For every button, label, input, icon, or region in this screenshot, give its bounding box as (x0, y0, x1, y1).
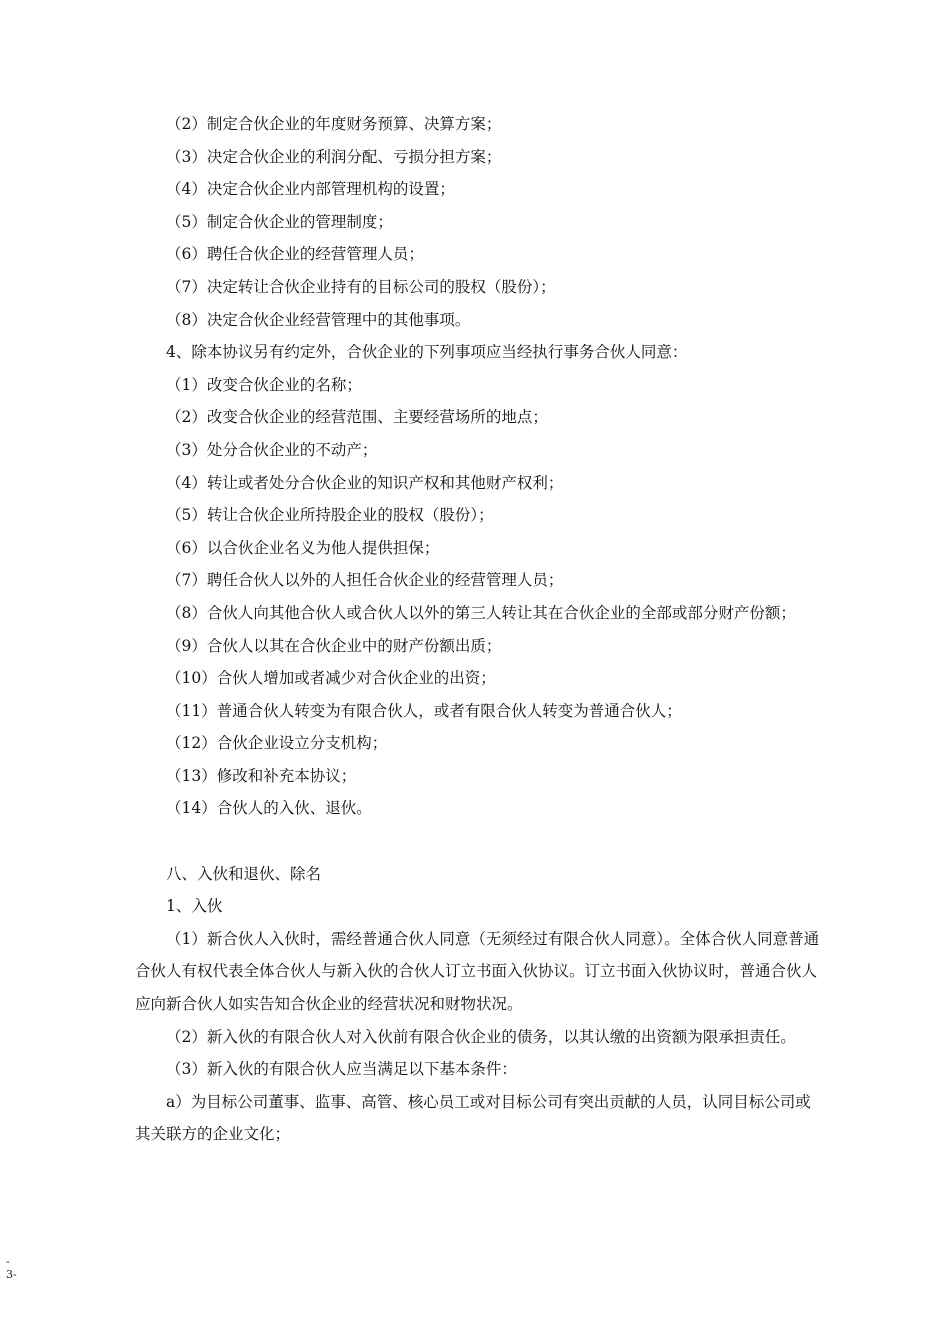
subsection-heading: 1、入伙 (166, 897, 223, 916)
page-footer (6, 1255, 17, 1281)
paragraph: （3）新入伙的有限合伙人应当满足以下基本条件： (166, 1060, 517, 1079)
paragraph: （2）新入伙的有限合伙人对入伙前有限合伙企业的债务，以其认缴的出资额为限承担责任。 (166, 1027, 796, 1046)
list-item: （2）改变合伙企业的经营范围、主要经营场所的地点； (166, 408, 548, 427)
list-item: （14）合伙人的入伙、退伙。 (166, 799, 372, 818)
list-item: （10）合伙人增加或者减少对合伙企业的出资； (166, 669, 496, 688)
list-item: （7）决定转让合伙企业持有的目标公司的股权（股份）； (166, 277, 556, 296)
list-item: （3）决定合伙企业的利润分配、亏损分担方案； (166, 147, 502, 166)
paragraph: （1）新合伙人入伙时，需经普通合伙人同意（无须经过有限合伙人同意）。全体合伙人同意普通合伙人有权代表全体合伙人与新入伙的合伙人订立书面入伙协议。订立书面入伙协议时，普通合伙人应向新合伙人如实告知合伙企业的经营状况和财物状况。 (135, 929, 820, 1014)
list-item: （9）合伙人以其在合伙企业中的财产份额出质； (166, 636, 502, 655)
list-item: （11）普通合伙人转变为有限合伙人，或者有限合伙人转变为普通合伙人； (166, 701, 682, 720)
clause-heading: 4、除本协议另有约定外，合伙企业的下列事项应当经执行事务合伙人同意： (166, 343, 688, 362)
list-item: （8）决定合伙企业经营管理中的其他事项。 (166, 310, 471, 329)
paragraph-gap (135, 825, 820, 858)
page-number: 3- (6, 1268, 17, 1281)
list-item: （6）以合伙企业名义为他人提供担保； (166, 538, 440, 557)
list-item: （1）改变合伙企业的名称； (166, 375, 362, 394)
list-item: （3）处分合伙企业的不动产； (166, 440, 378, 459)
list-item: （5）制定合伙企业的管理制度； (166, 212, 393, 231)
list-item: （13）修改和补充本协议； (166, 766, 357, 785)
list-item: （4）决定合伙企业内部管理机构的设置； (166, 180, 455, 199)
list-item: （8）合伙人向其他合伙人或合伙人以外的第三人转让其在合伙企业的全部或部分财产份额； (166, 603, 796, 622)
section-title: 八、入伙和退伙、除名 (166, 864, 322, 883)
list-item: （2）制定合伙企业的年度财务预算、决算方案； (166, 115, 502, 133)
document-body (135, 108, 820, 1151)
list-item: （5）转让合伙企业所持股企业的股权（股份）； (166, 506, 494, 525)
list-item: （7）聘任合伙人以外的人担任合伙企业的经营管理人员； (166, 571, 564, 590)
list-item: （4）转让或者处分合伙企业的知识产权和其他财产权利； (166, 473, 564, 492)
footer-dash: - (6, 1255, 10, 1268)
paragraph: a）为目标公司董事、监事、高管、核心员工或对目标公司有突出贡献的人员，认同目标公司或其关联方的企业文化； (135, 1092, 811, 1144)
list-item: （6）聘任合伙企业的经营管理人员； (166, 245, 424, 264)
list-item: （12）合伙企业设立分支机构； (166, 734, 388, 753)
